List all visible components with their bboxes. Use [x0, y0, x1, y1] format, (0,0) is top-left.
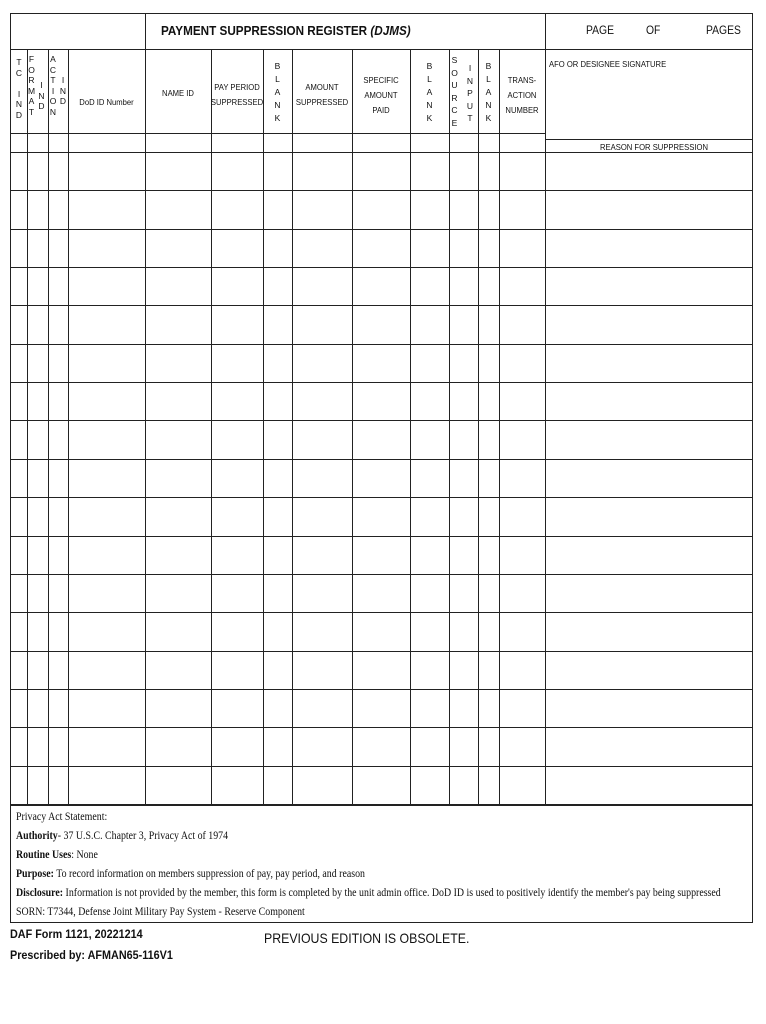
table-row-line [10, 344, 752, 345]
table-row-line [10, 305, 752, 306]
purpose-label: Purpose: [16, 868, 54, 880]
left-border [10, 13, 11, 923]
action-ind-header-b: I N D [59, 75, 67, 106]
col-line-1 [27, 49, 28, 806]
title-right-divider [545, 13, 546, 49]
col-line-5 [211, 49, 212, 806]
blank-header-2: B L A N K [426, 61, 433, 123]
format-ind-header-b: I N D [38, 80, 45, 111]
name-id-header: NAME ID [162, 88, 194, 98]
tc-ind-header: T C I N D [15, 57, 23, 120]
table-row-line [10, 229, 752, 230]
table-row-line [10, 727, 752, 728]
right-border [752, 13, 753, 923]
col-line-9 [410, 49, 411, 806]
col-line-2 [48, 49, 49, 806]
table-row-line [10, 497, 752, 498]
table-row-line [10, 651, 752, 652]
privacy-purpose [16, 868, 365, 880]
blank-header-1: B L A N K [274, 61, 281, 123]
title-left-divider [145, 13, 146, 49]
signature-reason-divider [545, 139, 752, 140]
disclosure-label: Disclosure: [16, 887, 64, 899]
col-line-13 [545, 49, 546, 806]
privacy-routine-uses [16, 849, 98, 861]
table-row-line [10, 382, 752, 383]
table-row-line [10, 267, 752, 268]
disclosure-text: Information is not provided by the member, this form is completed by the unit admin office. DoD ID is used to positively identify the member's pay being suppressed [63, 887, 721, 899]
table-row-line [10, 459, 752, 460]
action-ind-header-a: A C T I O N [49, 54, 57, 117]
table-row-line [10, 536, 752, 537]
routine-label: Routine Uses [16, 849, 72, 861]
blank-header-3: B L A N K [485, 61, 492, 123]
transaction-number-header: TRANS- ACTION NUMBER [505, 75, 539, 115]
top-border [10, 13, 752, 14]
format-ind-header-a: F O R M A T [27, 54, 36, 117]
title-row-line [10, 49, 752, 50]
privacy-sorn: SORN: T7344, Defense Joint Military Pay System - Reserve Component [16, 906, 305, 918]
pages-label: PAGES [706, 25, 741, 37]
reason-header: REASON FOR SUPPRESSION [600, 142, 708, 152]
afo-signature-header: AFO OR DESIGNEE SIGNATURE [549, 59, 667, 69]
col-line-4 [145, 49, 146, 806]
table-row-line [10, 689, 752, 690]
privacy-disclosure [16, 887, 721, 899]
table-row-line [10, 574, 752, 575]
authority-text: - 37 U.S.C. Chapter 3, Privacy Act of 1974 [57, 830, 229, 842]
table-row-line [10, 612, 752, 613]
table-row-line [10, 190, 752, 191]
table-row-line [10, 766, 752, 767]
form-id: DAF Form 1121, 20221214 [10, 927, 143, 941]
form-title-text: PAYMENT SUPPRESSION REGISTER [161, 23, 368, 38]
specific-amount-paid-header: SPECIFIC AMOUNT PAID [363, 75, 399, 115]
col-line-3 [68, 49, 69, 806]
source-header: S O U R C E [451, 55, 458, 128]
amount-suppressed-header: AMOUNT SUPPRESSED [295, 82, 349, 107]
header-bottom-line [10, 133, 545, 134]
col-line-7 [292, 49, 293, 806]
authority-label: Authority [16, 830, 58, 842]
table-bottom-line [10, 804, 752, 806]
table-row-line [10, 420, 752, 421]
privacy-authority [16, 830, 228, 842]
form-title-system: (DJMS) [370, 23, 411, 38]
input-header: I N P U T [466, 63, 474, 123]
dod-id-header: DoD ID Number [79, 97, 134, 107]
subheader-line [10, 152, 752, 153]
routine-text: : None [71, 849, 98, 861]
form-title [161, 23, 411, 38]
col-line-12 [499, 49, 500, 806]
col-line-8 [352, 49, 353, 806]
of-label: OF [646, 25, 661, 37]
col-line-11 [478, 49, 479, 806]
purpose-text: To record information on members suppression of pay, pay period, and reason [53, 868, 365, 880]
col-line-6 [263, 49, 264, 806]
pay-period-header: PAY PERIOD SUPPRESSED [210, 82, 264, 107]
obsolete-notice: PREVIOUS EDITION IS OBSOLETE. [264, 930, 470, 946]
prescribed-by: Prescribed by: AFMAN65-116V1 [10, 948, 173, 962]
col-line-10 [449, 49, 450, 806]
privacy-heading: Privacy Act Statement: [16, 811, 108, 823]
page-label: PAGE [586, 25, 614, 37]
privacy-bottom-line [10, 922, 752, 923]
